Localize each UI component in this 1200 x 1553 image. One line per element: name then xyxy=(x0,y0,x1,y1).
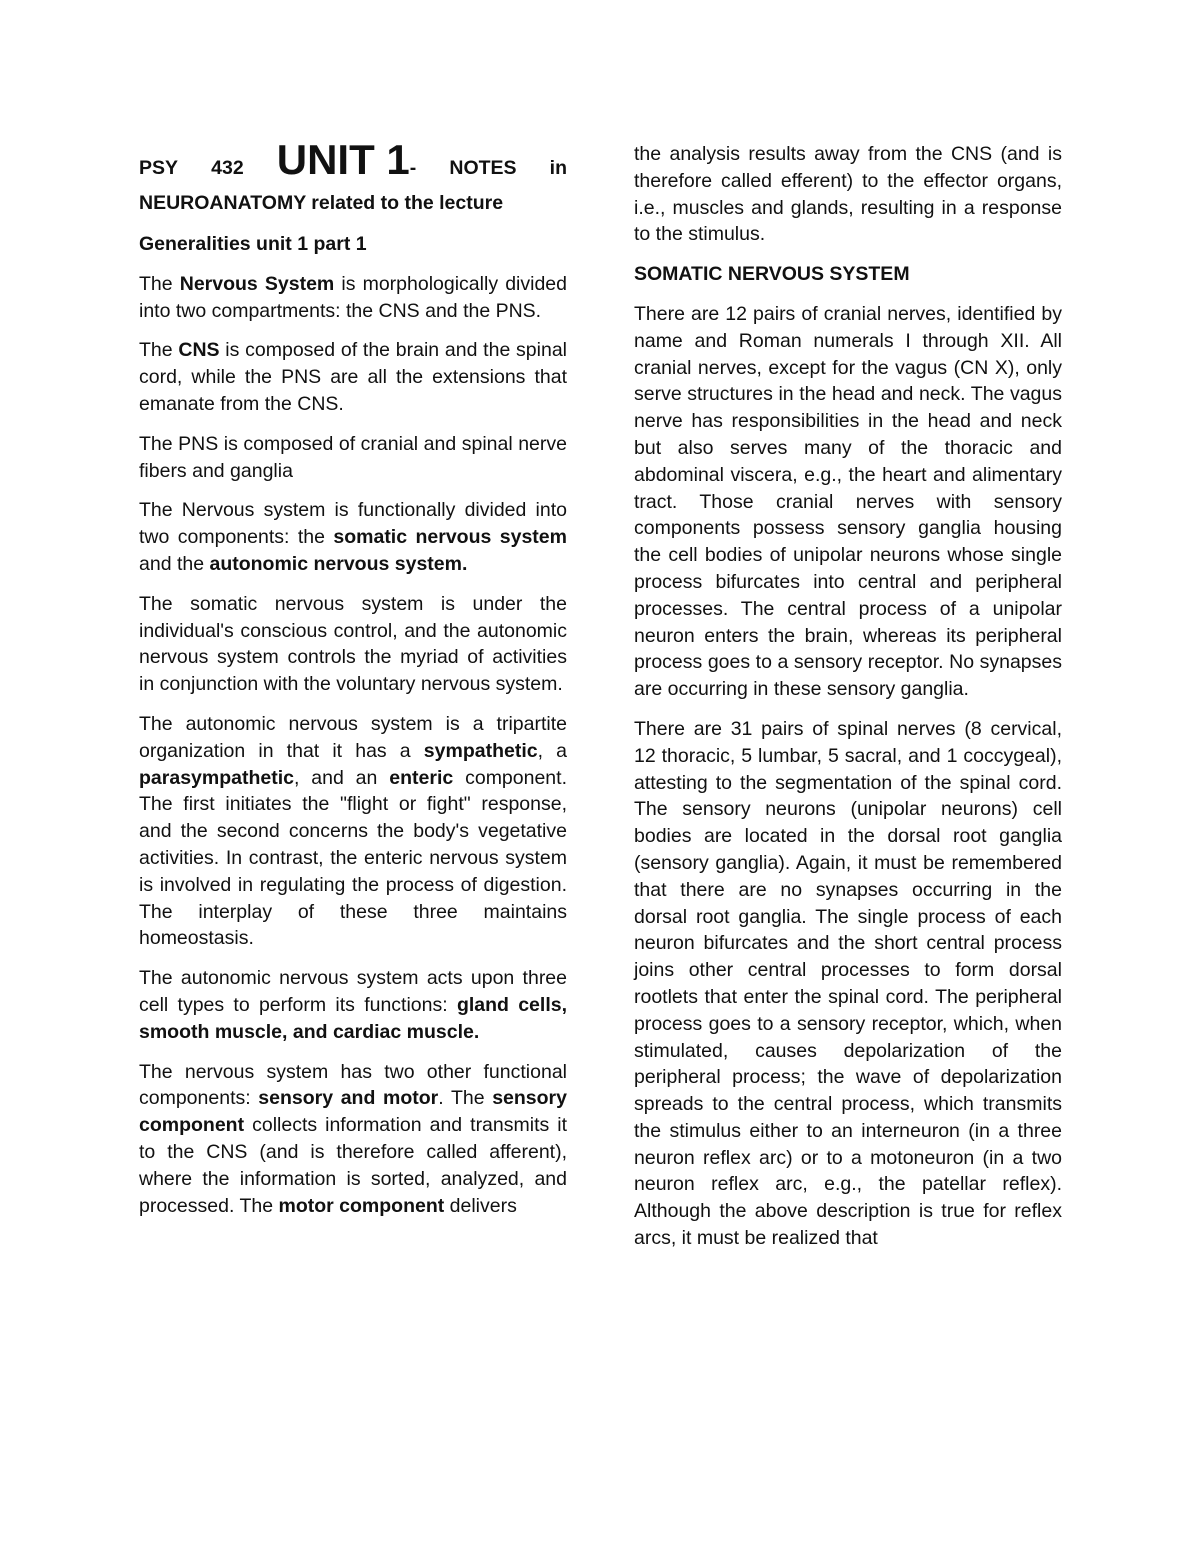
paragraph: The PNS is composed of cranial and spinal nerve fibers and ganglia xyxy=(139,432,567,482)
document-title xyxy=(139,136,567,188)
left-column xyxy=(139,136,567,1232)
title-number: 432 xyxy=(211,157,244,179)
paragraph: the analysis results away from the CNS (and is therefore called efferent) to the effector organs, i.e., muscles and glands, resulting in a response to the stimulus. xyxy=(634,143,1062,246)
paragraph: The somatic nervous system is under the individual's conscious control, and the autonomic nervous system controls the myriad of activities in conjunction with the voluntary nervous system. xyxy=(139,592,567,696)
title-subtitle: NEUROANATOMY related to the lecture xyxy=(139,192,504,214)
right-column xyxy=(634,141,1062,1265)
paragraph: The CNS is composed of the brain and the spinal cord, while the PNS are all the extensions that emanate from the CNS. xyxy=(139,339,567,415)
section-subheading: Generalities unit 1 part 1 xyxy=(139,233,367,255)
title-course: PSY xyxy=(139,157,179,179)
paragraph: There are 31 pairs of spinal nerves (8 cervical, 12 thoracic, 5 lumbar, 5 sacral, and 1 coccygeal), attesting to the segmentation of the spinal cord. The sensory neurons (unipolar neurons) cell bodies are located in the dorsal root ganglia (sensory ganglia). Again, it must be remembered that there are no synapses occurring in the dorsal root ganglia. The single process of each neuron bifurcates and the short central process joins other central processes to form dorsal rootlets that enter the spinal cord. The peripheral process goes to a sensory receptor, which, when stimulated, causes depolarization of the peripheral process; the wave of depolarization spreads to the central process, which transmits the stimulus either to an interneuron (in a three neuron reflex arc) or to a motoneuron (in a two neuron reflex arc, e.g., the patellar reflex). Although the above description is true for reflex arcs, it must be realized that xyxy=(634,717,1062,1250)
section-heading: SOMATIC NERVOUS SYSTEM xyxy=(634,263,910,286)
paragraph: The nervous system has two other functional components: sensory and motor. The sensory component collects information and transmits it to the CNS (and is therefore called afferent), where the information is sorted, analyzed, and processed. The motor component delivers xyxy=(139,1060,567,1217)
paragraph: There are 12 pairs of cranial nerves, identified by name and Roman numerals I through XII. All cranial nerves, except for the vagus (CN X), only serve structures in the head and neck. The vagus nerve has responsibilities in the head and neck but also serves many of the thoracic and abdominal viscera, e.g., the heart and alimentary tract. Those cranial nerves with sensory components possess sensory ganglia housing the cell bodies of unipolar neurons whose single process bifurcates into central and peripheral processes. The central process of a unipolar neuron enters the brain, whereas its peripheral process goes to a sensory receptor. No synapses are occurring in these sensory ganglia. xyxy=(634,302,1062,701)
paragraph: The autonomic nervous system is a tripartite organization in that it has a sympathetic, a parasympathetic, and an enteric component. The first initiates the "flight or fight" response, and the second concerns the body's vegetative activities. In contrast, the enteric nervous system is involved in regulating the process of digestion. The interplay of these three maintains homeostasis. xyxy=(139,712,567,950)
paragraph: The Nervous system is functionally divided into two components: the somatic nervous system and the autonomic nervous system. xyxy=(139,499,567,575)
title-unit: UNIT 1- xyxy=(276,136,417,183)
title-in: in xyxy=(549,157,567,179)
paragraph: The Nervous System is morphologically divided into two compartments: the CNS and the PNS. xyxy=(139,272,567,322)
title-notes: NOTES xyxy=(449,157,517,179)
paragraph: The autonomic nervous system acts upon three cell types to perform its functions: gland cells, smooth muscle, and cardiac muscle. xyxy=(139,967,567,1043)
